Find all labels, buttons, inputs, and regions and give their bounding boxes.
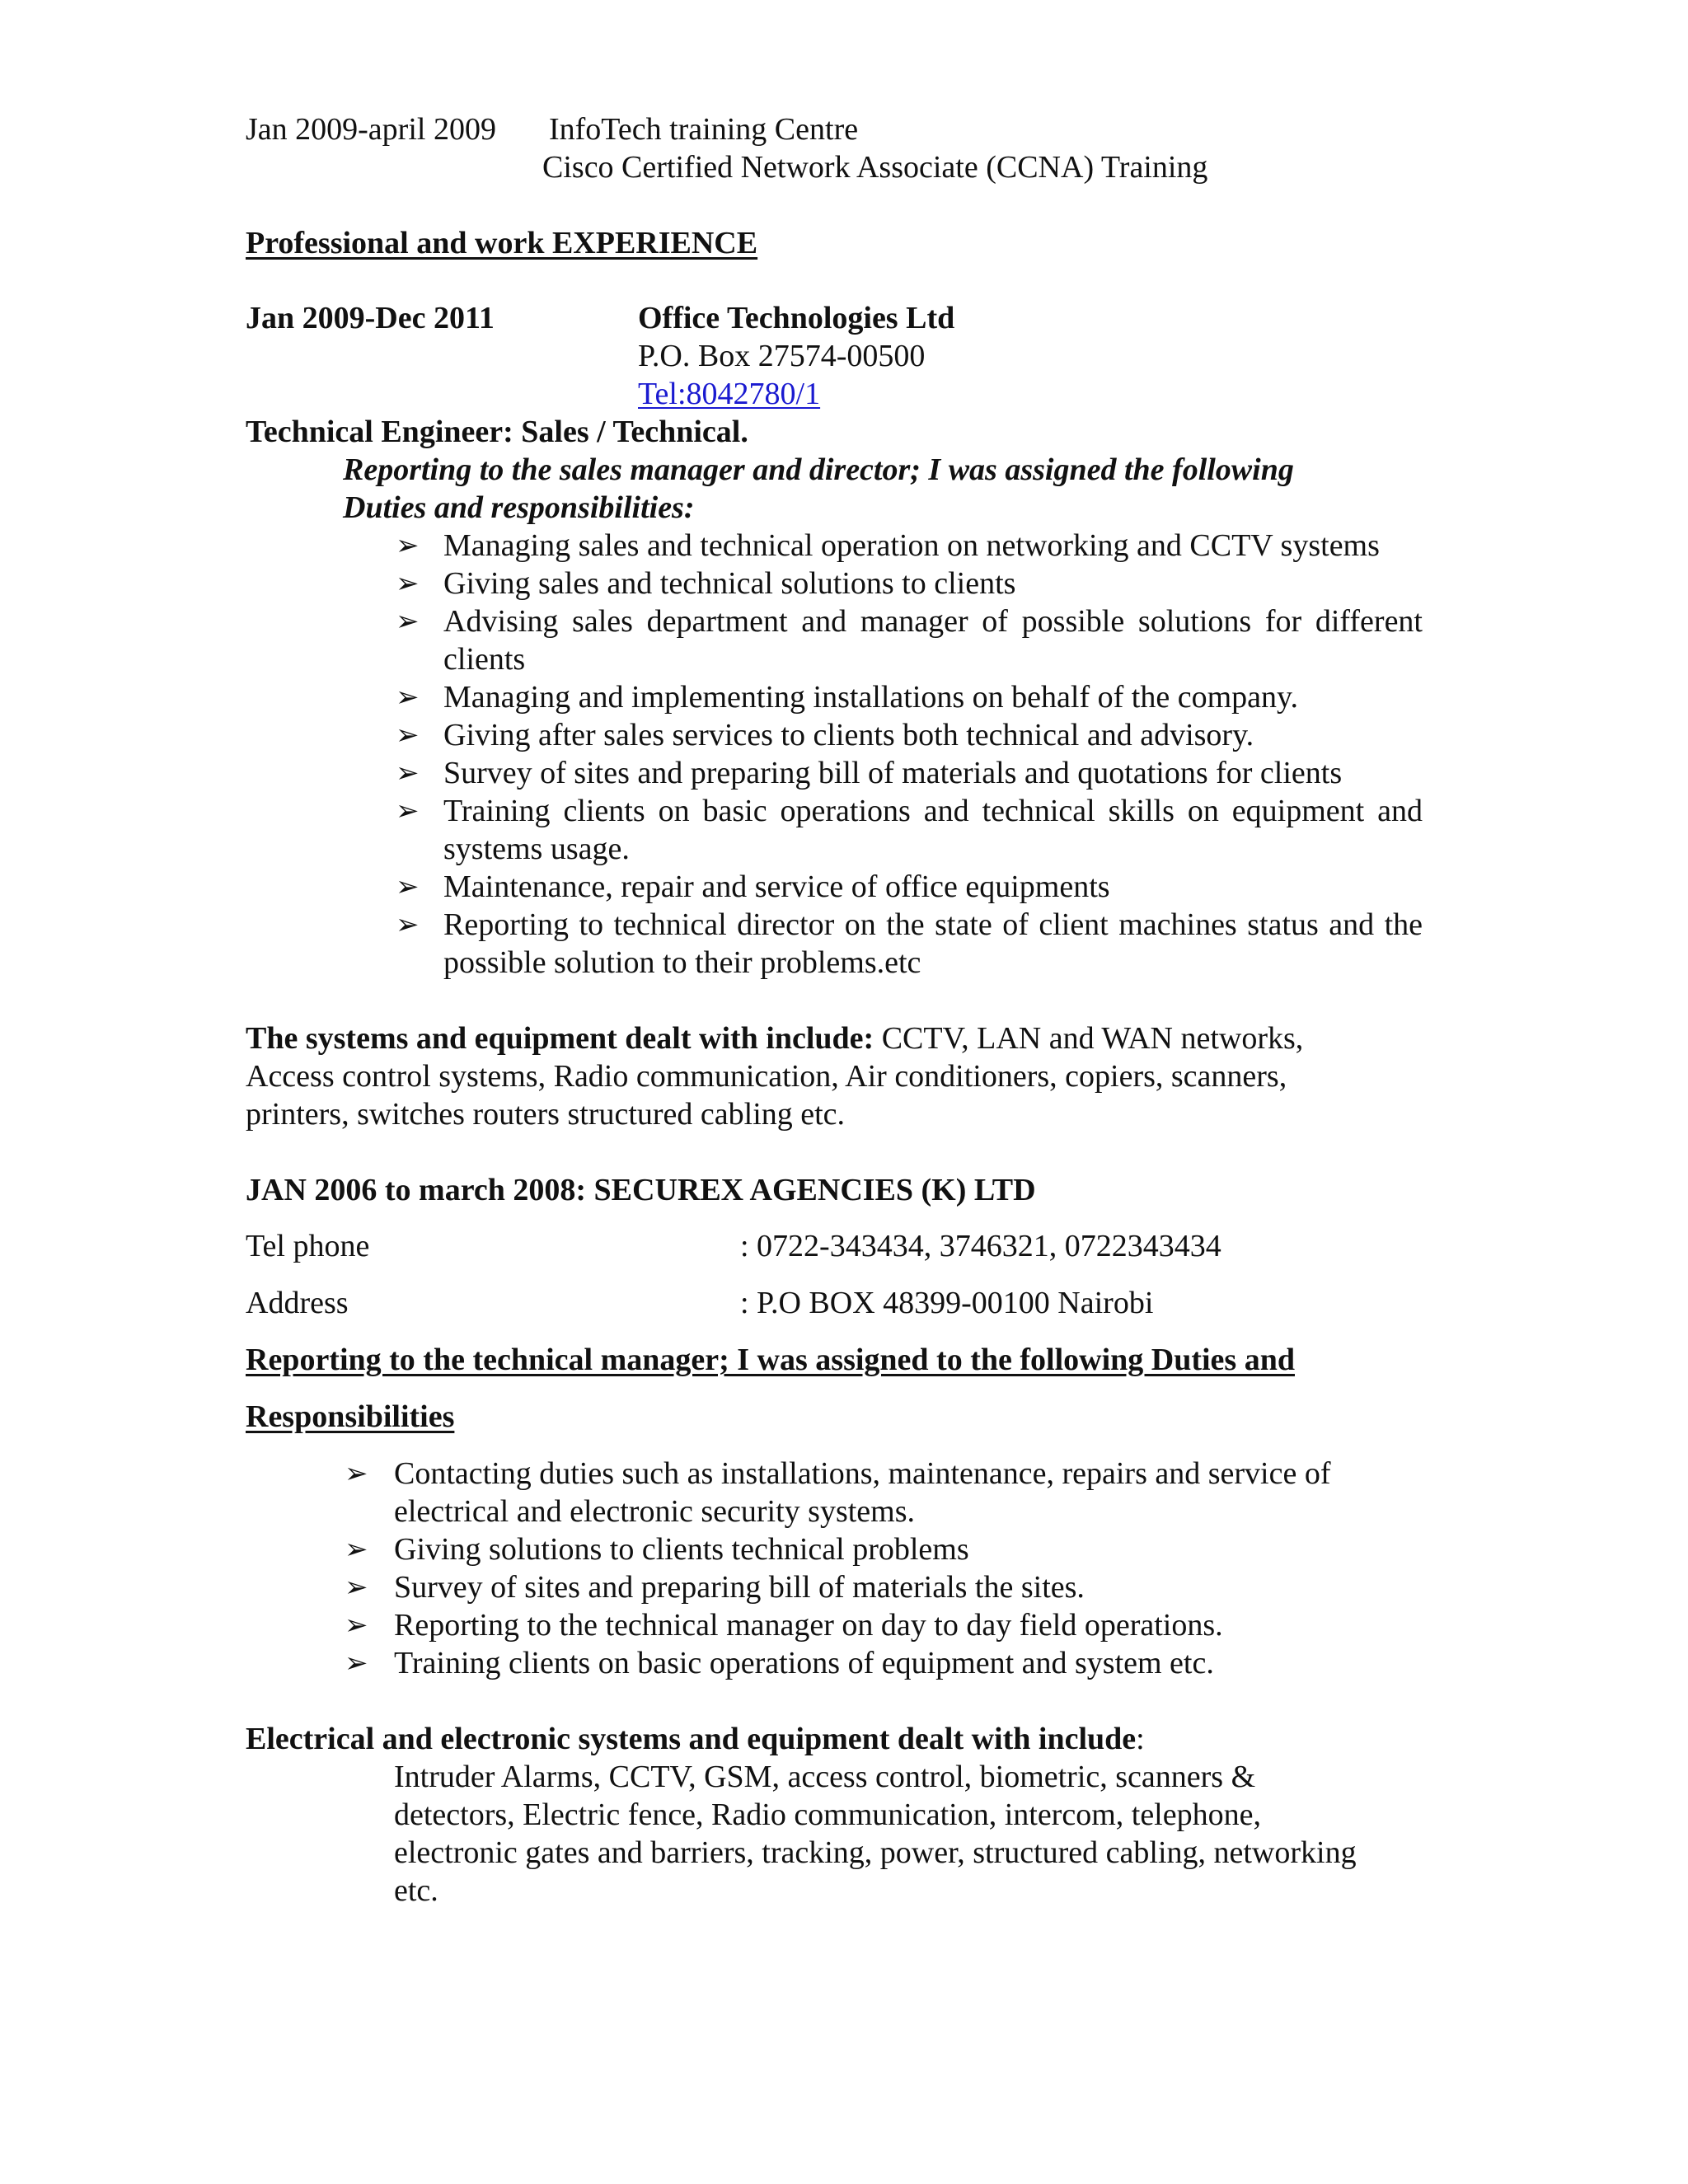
job2-systems-label: Electrical and electronic systems and equipment dealt with include [246,1722,1137,1756]
bullet-icon: ➢ [396,757,420,790]
list-item: Training clients on basic operations and technical skills on equipment and systems usage. [443,794,1423,866]
job2-systems-colon: : [1136,1722,1145,1756]
job2-tel-value: : 0722-343434, 3746321, 0722343434 [740,1229,1221,1263]
job2-tel-label: Tel phone [246,1229,370,1263]
bullet-icon: ➢ [396,529,420,562]
bullet-icon: ➢ [345,1571,368,1604]
job2-intro-line1: Reporting to the technical manager; I was assigned to the following Duties and [246,1343,1295,1377]
list-item: Advising sales department and manager of possible solutions for different clients [443,604,1423,677]
bullet-icon: ➢ [396,908,420,941]
job2-heading: JAN 2006 to march 2008: SECUREX AGENCIES (K) LTD [246,1173,1036,1207]
list-item: Contacting duties such as installations, maintenance, repairs and service of electrical and electronic security systems. [394,1456,1331,1529]
list-item: Reporting to technical director on the state of client machines status and the possible solution to their problems.etc [443,907,1423,980]
education-institution: InfoTech training Centre [549,112,859,147]
job2-systems-line4: etc. [394,1873,438,1908]
list-item: Managing and implementing installations on behalf of the company. [443,680,1299,715]
job1-pobox: P.O. Box 27574-00500 [638,339,926,373]
list-item: Reporting to the technical manager on day to day field operations. [394,1608,1223,1643]
job1-intro-line1: Reporting to the sales manager and director; I was assigned the following [343,452,1294,487]
job2-systems-heading [246,1720,1145,1758]
job1-tel-link[interactable]: Tel:8042780/1 [638,377,821,411]
list-item: Giving after sales services to clients both technical and advisory. [443,718,1254,752]
job2-intro-line2: Responsibilities [246,1399,455,1434]
job1-date: Jan 2009-Dec 2011 [246,301,495,335]
bullet-icon: ➢ [396,681,420,714]
job1-systems-label: The systems and equipment dealt with include: [246,1021,874,1056]
bullet-icon: ➢ [396,567,420,600]
job1-title: Technical Engineer: Sales / Technical. [246,415,748,449]
education-course: Cisco Certified Network Associate (CCNA) Training [542,150,1208,185]
job2-systems-line2: detectors, Electric fence, Radio communication, intercom, telephone, [394,1797,1261,1832]
bullet-icon: ➢ [396,719,420,752]
job2-address-value: : P.O BOX 48399-00100 Nairobi [740,1286,1154,1320]
list-item: Managing sales and technical operation on networking and CCTV systems [443,528,1380,563]
job1-company: Office Technologies Ltd [638,301,955,335]
list-item: Giving solutions to clients technical problems [394,1532,969,1567]
list-item: Survey of sites and preparing bill of materials and quotations for clients [443,756,1343,790]
bullet-icon: ➢ [345,1457,368,1490]
job1-intro-line2: Duties and responsibilities: [343,490,695,525]
bullet-icon: ➢ [396,794,420,827]
list-item: Giving sales and technical solutions to clients [443,566,1016,601]
job1-systems-line1 [246,1019,1303,1057]
list-item: Training clients on basic operations of equipment and system etc. [394,1646,1214,1680]
job1-systems-line3: printers, switches routers structured cabling etc. [246,1097,846,1132]
bullet-icon: ➢ [345,1533,368,1566]
list-item: Maintenance, repair and service of office equipments [443,869,1110,904]
bullet-icon: ➢ [345,1647,368,1680]
bullet-icon: ➢ [345,1609,368,1642]
job2-systems-line1: Intruder Alarms, CCTV, GSM, access control, biometric, scanners & [394,1760,1256,1794]
education-date: Jan 2009-april 2009 [246,112,496,147]
bullet-icon: ➢ [396,605,420,638]
job2-address-label: Address [246,1286,349,1320]
job1-systems-line2: Access control systems, Radio communication, Air conditioners, copiers, scanners, [246,1059,1287,1094]
job1-systems-text: CCTV, LAN and WAN networks, [874,1021,1304,1056]
experience-heading: Professional and work EXPERIENCE [246,226,758,260]
job2-systems-line3: electronic gates and barriers, tracking, power, structured cabling, networking [394,1835,1357,1870]
list-item: Survey of sites and preparing bill of materials the sites. [394,1570,1085,1605]
bullet-icon: ➢ [396,870,420,903]
